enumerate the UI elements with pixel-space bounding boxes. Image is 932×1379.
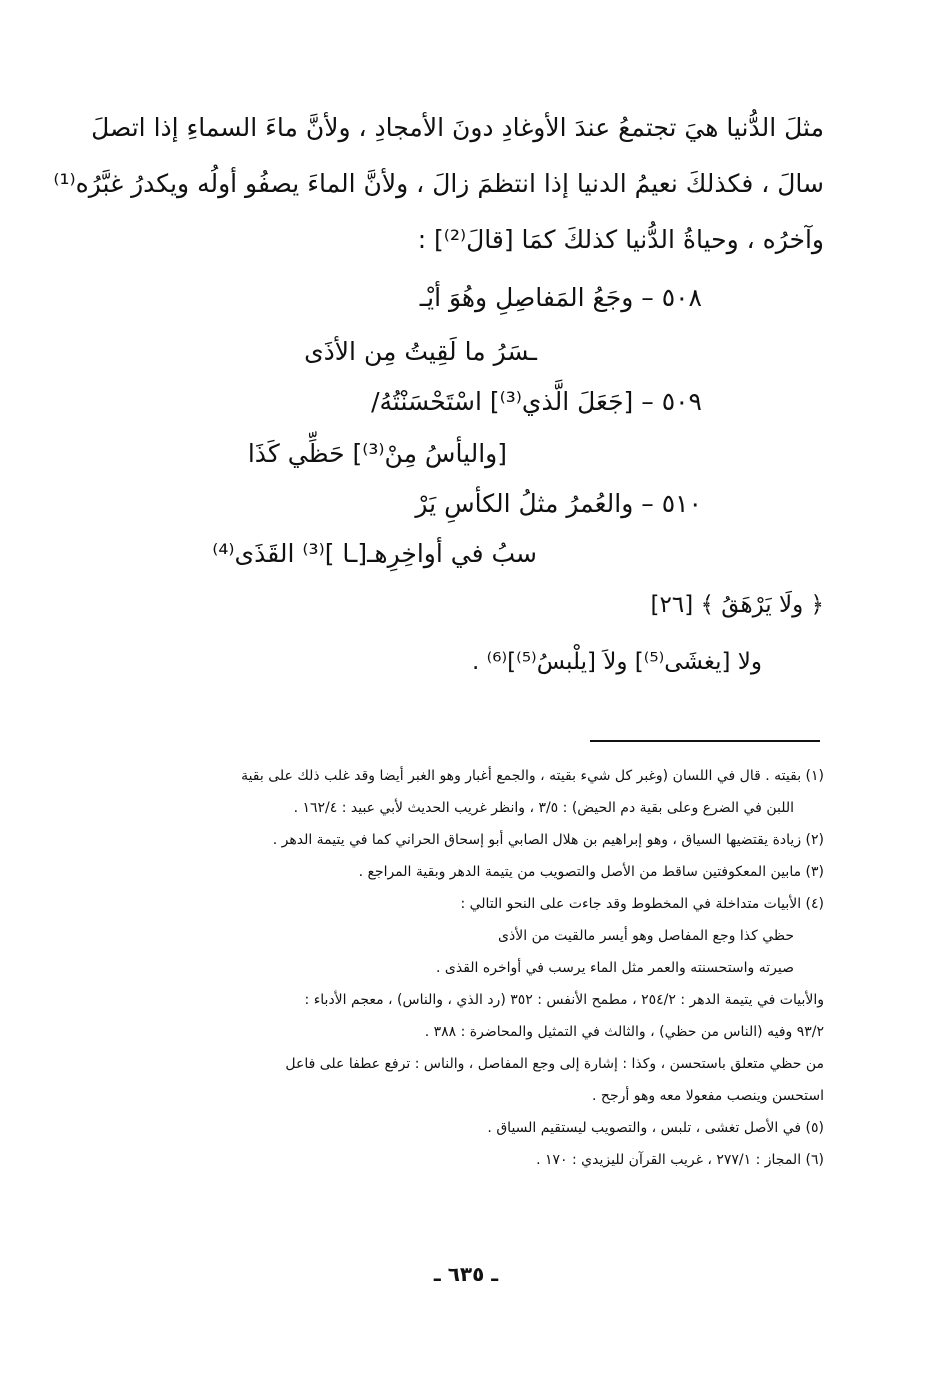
- text-line: سالَ ، فكذلكَ نعيمُ الدنيا إذا انتظمَ زالَ ، ولأنَّ الماءَ يصفُو أولُه ويكدرُ غبَّرُه⁽¹⁾: [53, 169, 824, 198]
- footnote-line: (٥) في الأصل تغشى ، تلبس ، والتصويب ليستقيم السياق .: [487, 1120, 824, 1136]
- verse-509-second: [واليأسُ مِنْ⁽³⁾] حَظِّي كَذَا: [247, 439, 507, 468]
- main-text: [53, 100, 824, 268]
- footnote-line: استحسن وينصب مفعولا معه وهو أرجح .: [592, 1088, 824, 1104]
- footnote-line: اللبن في الضرع وعلى بقية دم الحيض) : ٣/٥ ، وانظر غريب الحديث لأبي عبيد : ١٦٢/٤ .: [293, 800, 794, 816]
- verse-508-second: ـسَرُ ما لَقِيتُ مِن الأذَى: [304, 337, 537, 366]
- footnote-line: حظي كذا وجع المفاصل وهو أيسر مالقيت من الأذى: [498, 928, 794, 944]
- footnote-line: من حظي متعلق باستحسن ، وكذا : إشارة إلى وجع المفاصل ، والناس : ترفع عطفا على فاعل: [285, 1056, 824, 1072]
- footnote-line: (٣) مابين المعكوفتين ساقط من الأصل والتصويب من يتيمة الدهر وبقية المراجع .: [358, 864, 824, 880]
- footnotes: [124, 760, 824, 1176]
- verse-508-first: ٥٠٨ – وجَعُ المَفاصِلِ وهُوَ أيْـ: [419, 283, 702, 312]
- footnote-line: (٢) زيادة يقتضيها السياق ، وهو إبراهيم بن هلال الصابي أبو إسحاق الحراني كما في يتيمة الدهر .: [272, 832, 824, 848]
- verse-509-first: ٥٠٩ – [جَعَلَ الَّذي⁽³⁾] اسْتَحْسَنْتُهُ/: [371, 387, 702, 416]
- poem: [0, 272, 932, 602]
- footnote-line: (١) بقيته . قال في اللسان (وغبر كل شيء بقيته ، والجمع أغبار وهو الغبر أيضا وقد غلب ذلك على بقية: [241, 768, 824, 784]
- page-number: ـ ٦٣٥ ـ: [433, 1262, 499, 1286]
- verse-510-second: سبُ في أواخِرِهـ[ـا ]⁽³⁾ القَذَى⁽⁴⁾: [212, 539, 537, 568]
- footnote-line: ٩٣/٢ وفيه (الناس من حظي) ، والثالث في التمثيل والمحاضرة : ٣٨٨ .: [424, 1024, 824, 1040]
- footnote-separator: [590, 740, 820, 742]
- text-line: مثلَ الدُّنيا هيَ تجتمعُ عندَ الأوغادِ دونَ الأمجادِ ، ولأنَّ ماءَ السماءِ إذا اتصلَ: [91, 113, 824, 142]
- footnote-line: والأبيات في يتيمة الدهر : ٢٥٤/٢ ، مطمح الأنفس : ٣٥٢ (رد الذي ، والناس) ، معجم الأدباء :: [304, 992, 824, 1008]
- text-line: وآخرُه ، وحياةُ الدُّنيا كذلكَ كمَا [قالَ⁽²⁾] :: [417, 225, 824, 254]
- footnote-line: (٤) الأبيات متداخلة في المخطوط وقد جاءت على النحو التالي :: [460, 896, 824, 912]
- footnote-line: (٦) المجاز : ٢٧٧/١ ، غريب القرآن لليزيدي : ١٧٠ .: [536, 1152, 824, 1168]
- quran-verse: ﴿ ولَا يَرْهَقُ ﴾ [٢٦]: [650, 592, 824, 618]
- verse-commentary: ولا [يغشَى⁽⁵⁾] ولاَ [يلْبسُ⁽⁵⁾]⁽⁶⁾ .: [472, 649, 762, 675]
- footnote-line: صيرته واستحسنته والعمر مثل الماء يرسب في أواخره القذى .: [436, 960, 794, 976]
- verse-510-first: ٥١٠ – والعُمرُ مثلُ الكأسِ يَرْ: [415, 489, 702, 518]
